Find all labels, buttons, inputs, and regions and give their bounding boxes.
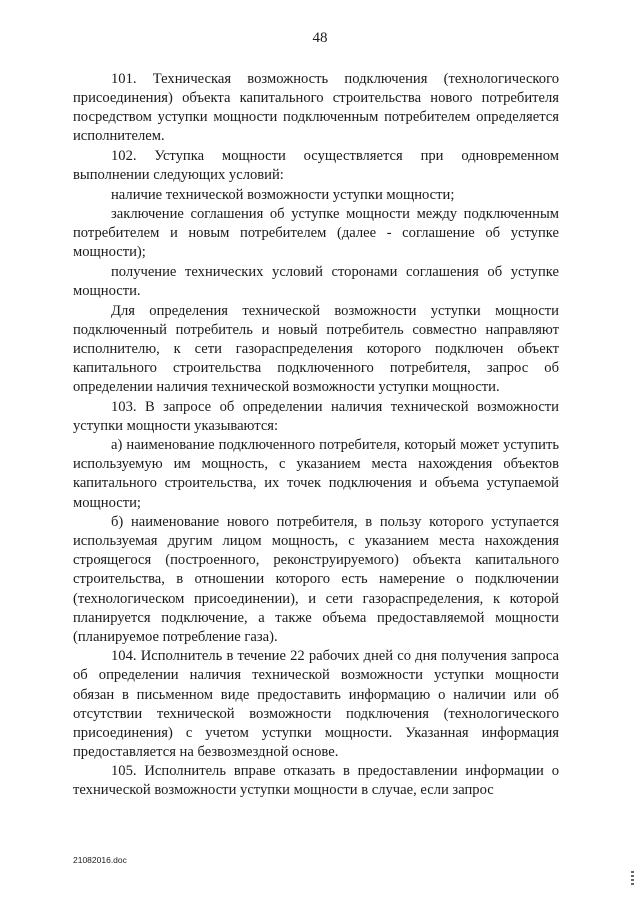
paragraph-105: 105. Исполнитель вправе отказать в предоставлении информации о технической возможности уступки мощности в случае, если запрос xyxy=(73,763,559,799)
scan-edge-mark xyxy=(631,871,634,887)
paragraph-102: 102. Уступка мощности осуществляется при одновременном выполнении следующих условий: xyxy=(73,147,559,183)
item-b: б) наименование нового потребителя, в пользу которого уступается используемая другим лицом мощность, с указанием места нахождения строящегося (построенного, реконструируемого) объекта капитального строительства, в отношении которого есть намерение о подключении (технологическом присоединении), и сети газораспределения, к которой планируется подключение, а также объема предоставляемой мощности (планируемое потребление газа). xyxy=(73,514,559,645)
file-name-footer: 21082016.doc xyxy=(73,855,127,865)
page-number: 48 xyxy=(312,30,328,46)
paragraph-request-procedure: Для определения технической возможности уступки мощности подключенный потребитель и новый потребитель совместно направляют исполнителю, к сети газораспределения которого подключен объект капитального строительства подключенного потребителя, запрос об определении наличия технической возможности уступки мощности. xyxy=(73,302,559,395)
condition-technical-possibility: наличие технической возможности уступки мощности; xyxy=(111,186,455,203)
document-body xyxy=(73,70,559,801)
paragraph-103: 103. В запросе об определении наличия технической возможности уступки мощности указываются: xyxy=(73,398,559,434)
condition-technical-conditions: получение технических условий сторонами соглашения об уступке мощности. xyxy=(73,263,559,300)
paragraph-104: 104. Исполнитель в течение 22 рабочих дней со дня получения запроса об определении наличия технической возможности уступки мощности обязан в письменном виде предоставить информацию о наличии или об отсутствии технической возможности подключения (технологического присоединения) с учетом уступки мощности. Указанная информация предоставляется на безвозмездной основе. xyxy=(73,648,559,760)
item-a: а) наименование подключенного потребителя, который может уступить используемую им мощность, с указанием места нахождения объектов капитального строительства, их точек подключения и объема уступаемой мощности; xyxy=(73,437,559,511)
paragraph-101: 101. Техническая возможность подключения (технологического присоединения) объекта капитального строительства нового потребителя посредством уступки мощности подключенным потребителем определяется исполнителем. xyxy=(73,71,559,145)
condition-agreement: заключение соглашения об уступке мощности между подключенным потребителем и новым потребителем (далее - соглашение об уступке мощности); xyxy=(73,206,559,261)
